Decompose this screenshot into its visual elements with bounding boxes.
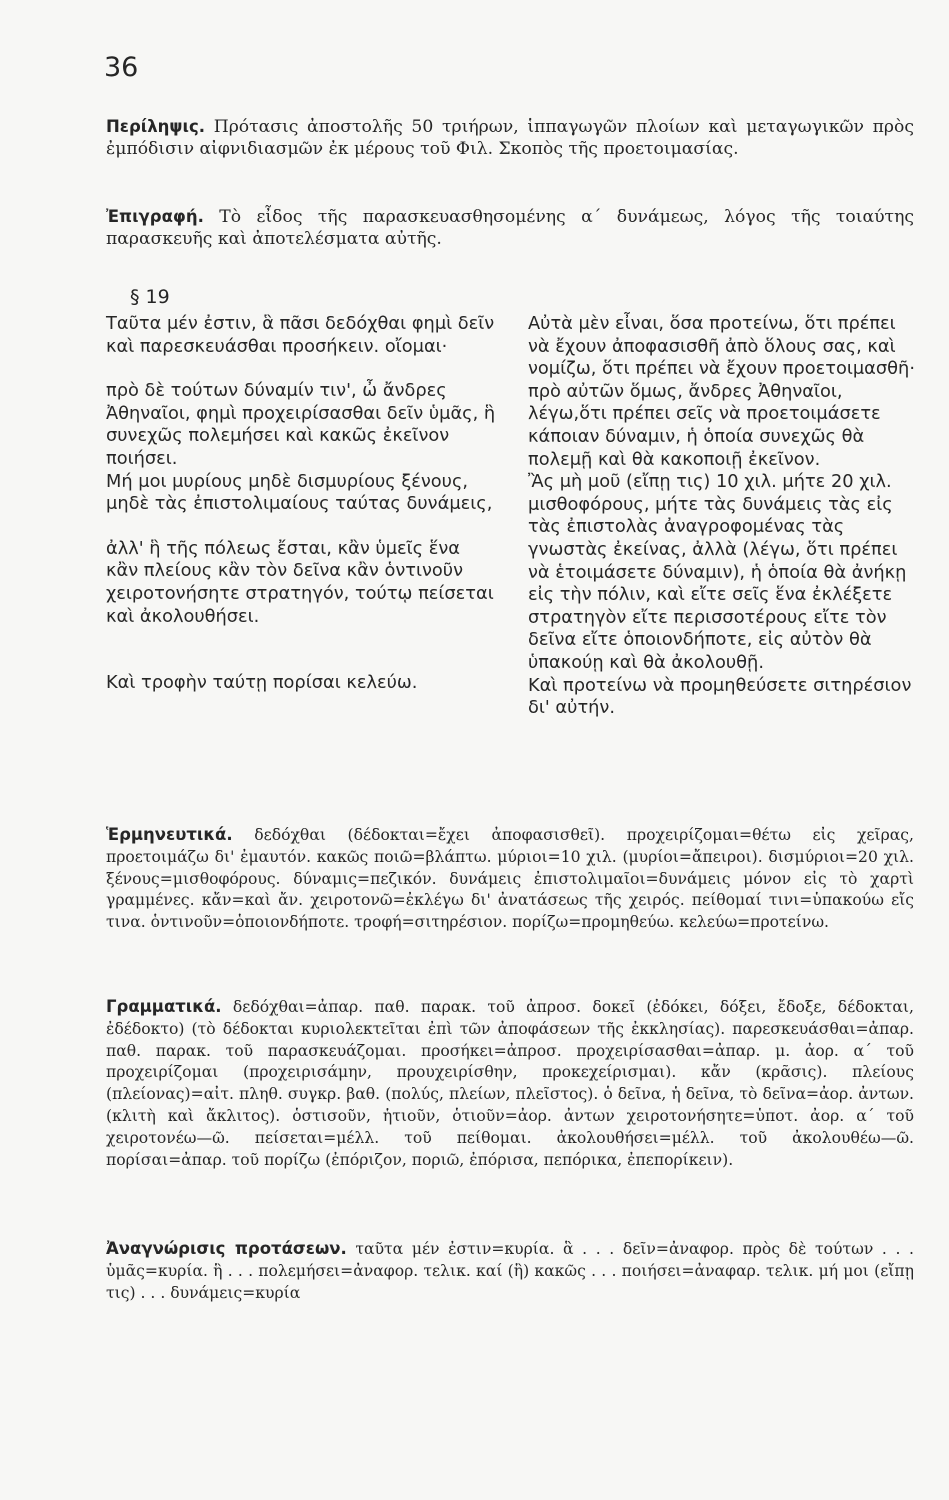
- translation-column: [528, 313, 916, 720]
- summary-text: Πρότασις ἀποστολῆς 50 τριήρων, ἱππαγωγῶν πλοίων καὶ μεταγωγικῶν πρὸς ἐμπόδισιν αἰφνιδιασμῶν ἐκ μέρους τοῦ Φιλ. Σκοπὸς τῆς προετοιμασίας.: [106, 117, 914, 159]
- interpretive-text: δεδόχθαι (δέδοκται=ἔχει ἀποφασισθεῖ). προχειρίζομαι=θέτω εἰς χεῖρας, προετοιμάζω δι' ἐμαυτόν. κακῶς ποιῶ=βλάπτω. μύριοι=10 χιλ. (μυρίοι=ἄπειροι). δισμύριοι=20 χιλ. ξένους=μισθοφόρους. δύναμις=πεζικόν. δυνάμεις ἐπιστολιμαῖοι=δυνάμεις μόνον εἰς τὸ χαρτὶ γραμμένες. κἄν=καὶ ἄν. χειροτονῶ=ἐκλέγω δι' ἀνατάσεως τῆς χειρός. πείθομαί τινι=ὑπακούω εἴς τινα. ὁντινοῦν=ὁποιονδήποτε. τροφή=σιτηρέσιον. πορίζω=προμηθεύω. κελεύω=προτείνω.: [106, 826, 914, 932]
- inscription-label: Ἐπιγραφή.: [106, 207, 204, 226]
- translation-passage: πρὸ αὐτῶν ὅμως, ἄνδρες Ἀθηναῖοι, λέγω,ὅτι πρέπει σεῖς νὰ προετοιμάσετε κάποιαν δύναμιν, ἡ ὁποία συνεχῶς θὰ πολεμῇ καὶ θὰ κακοποιῇ ἐκεῖνον.: [528, 380, 881, 470]
- translation-passage: Καὶ προτείνω νὰ προμηθεύσετε σιτηρέσιον δι' αὐτήν.: [528, 674, 912, 719]
- greek-passage: Μή μοι μυρίους μηδὲ δισμυρίους ξένους, μηδὲ τὰς ἐπιστολιμαίους ταύτας δυνάμεις,: [106, 470, 493, 515]
- section-number: § 19: [130, 286, 170, 308]
- inscription-paragraph: [106, 206, 914, 250]
- summary-paragraph: [106, 116, 914, 160]
- greek-passage: Ταῦτα μέν ἐστιν, ἃ πᾶσι δεδόχθαι φημὶ δεῖν καὶ παρεσκευάσθαι προσήκειν. οἴομαι·: [106, 313, 495, 357]
- summary-label: Περίληψις.: [106, 117, 205, 136]
- greek-passage: πρὸ δὲ τούτων δύναμίν τιν', ὦ ἄνδρες Ἀθηναῖοι, φημὶ προχειρίσασθαι δεῖν ὑμᾶς, ἣ συνεχῶς πολεμήσει καὶ κακῶς ἐκεῖνον ποιήσει.: [106, 380, 496, 469]
- recognition-text: ταῦτα μέν ἐστιν=κυρία. ἃ . . . δεῖν=ἀναφορ. πρὸς δὲ τούτων . . . ὑμᾶς=κυρία. ἣ . . . πολεμήσει=ἀναφορ. τελικ. καί (ἣ) κακῶς . . . ποιήσει=ἀναφαρ. τελικ. μή μοι (εἴπῃ τις) . . . δυνάμεις=κυρία: [106, 1240, 915, 1302]
- grammatical-text: δεδόχθαι=ἀπαρ. παθ. παρακ. τοῦ ἀπροσ. δοκεῖ (ἐδόκει, δόξει, ἔδοξε, δέδοκται, ἐδέδοκτο) (τὸ δέδοκται κυριολεκτεῖται ἐπὶ τῶν ἀποφάσεων τῆς ἐκκλησίας). παρεσκευάσθαι=ἀπαρ. παθ. παρακ. τοῦ παρασκευάζομαι. προσήκει=ἀπροσ. προχειρίσασθαι=ἀπαρ. μ. ἀορ. α΄ τοῦ προχειρίζομαι (προχειρισάμην, προυχειρίσθην, προκεχείρισμαι). κἄν (κρᾶσις). πλείους (πλείονας)=αἰτ. πληθ. συγκρ. βαθ. (πολύς, πλείων, πλεῖστος). ὁ δεῖνα, ἡ δεῖνα, τὸ δεῖνα=ἀορ. ἀντων. (κλιτὴ καὶ ἄκλιτος). ὁστισοῦν, ἡτιοῦν, ὁτιοῦν=ἀορ. ἀντων χειροτονήσητε=ὑποτ. ἀορ. α΄ τοῦ χειροτονέω—ῶ. πείσεται=μέλλ. τοῦ πείθομαι. ἀκολουθήσει=μέλλ. τοῦ ἀκολουθέω—ῶ. πορίσαι=ἀπαρ. τοῦ πορίζω (ἐπόριζον, ποριῶ, ἐπόρισα, πεπόρικα, ἐπεπορίκειν).: [106, 998, 914, 1169]
- greek-passage: Καὶ τροφὴν ταύτῃ πορίσαι κελεύω.: [106, 672, 418, 694]
- recognition-label: Ἀναγνώρισις προτάσεων.: [106, 1239, 347, 1258]
- greek-passage: ἀλλ' ἣ τῆς πόλεως ἔσται, κἂν ὑμεῖς ἕνα κἂν πλείους κἂν τὸν δεῖνα κἂν ὁντινοῦν χειροτονήσητε στρατηγόν, τούτῳ πείσεται καὶ ἀκολουθήσει.: [106, 537, 494, 627]
- page-number: 36: [104, 52, 139, 83]
- interpretive-notes: [106, 824, 914, 934]
- translation-passage: Αὐτὰ μὲν εἶναι, ὅσα προτείνω, ὅτι πρέπει νὰ ἔχουν ἀποφασισθῆ ἀπὸ ὅλους σας, καὶ νομίζω, ὅτι πρέπει νὰ ἔχουν προετοιμασθῆ·: [528, 313, 915, 380]
- sentence-recognition: [106, 1238, 914, 1304]
- greek-text-column: [106, 313, 496, 695]
- inscription-text: Τὸ εἶδος τῆς παρασκευασθησομένης α΄ δυνάμεως, λόγος τῆς τοιαύτης παρασκευῆς καὶ ἀποτελέσματα αὐτῆς.: [106, 207, 914, 249]
- translation-passage: Ἂς μὴ μοῦ (εἴπῃ τις) 10 χιλ. μήτε 20 χιλ. μισθοφόρους, μήτε τὰς δυνάμεις τὰς εἰς τὰς ἐπιστολὰς ἀναγροφομένας τὰς γνωστὰς ἐκείνας, ἀλλὰ (λέγω, ὅτι πρέπει νὰ ἑτοιμάσετε δύναμιν), ἡ ὁποία θὰ ἀνήκῃ εἰς τὴν πόλιν, καὶ εἴτε σεῖς ἕνα ἐκλέξετε στρατηγὸν εἴτε περισσοτέρους εἴτε τὸν δεῖνα εἴτε ὁποιονδήποτε, εἰς αὐτὸν θὰ ὑπακούῃ καὶ θὰ ἀκολουθῇ.: [528, 471, 907, 673]
- interpretive-label: Ἑρμηνευτικά.: [106, 825, 233, 844]
- grammatical-label: Γραμματικά.: [106, 997, 222, 1016]
- grammatical-notes: [106, 996, 914, 1171]
